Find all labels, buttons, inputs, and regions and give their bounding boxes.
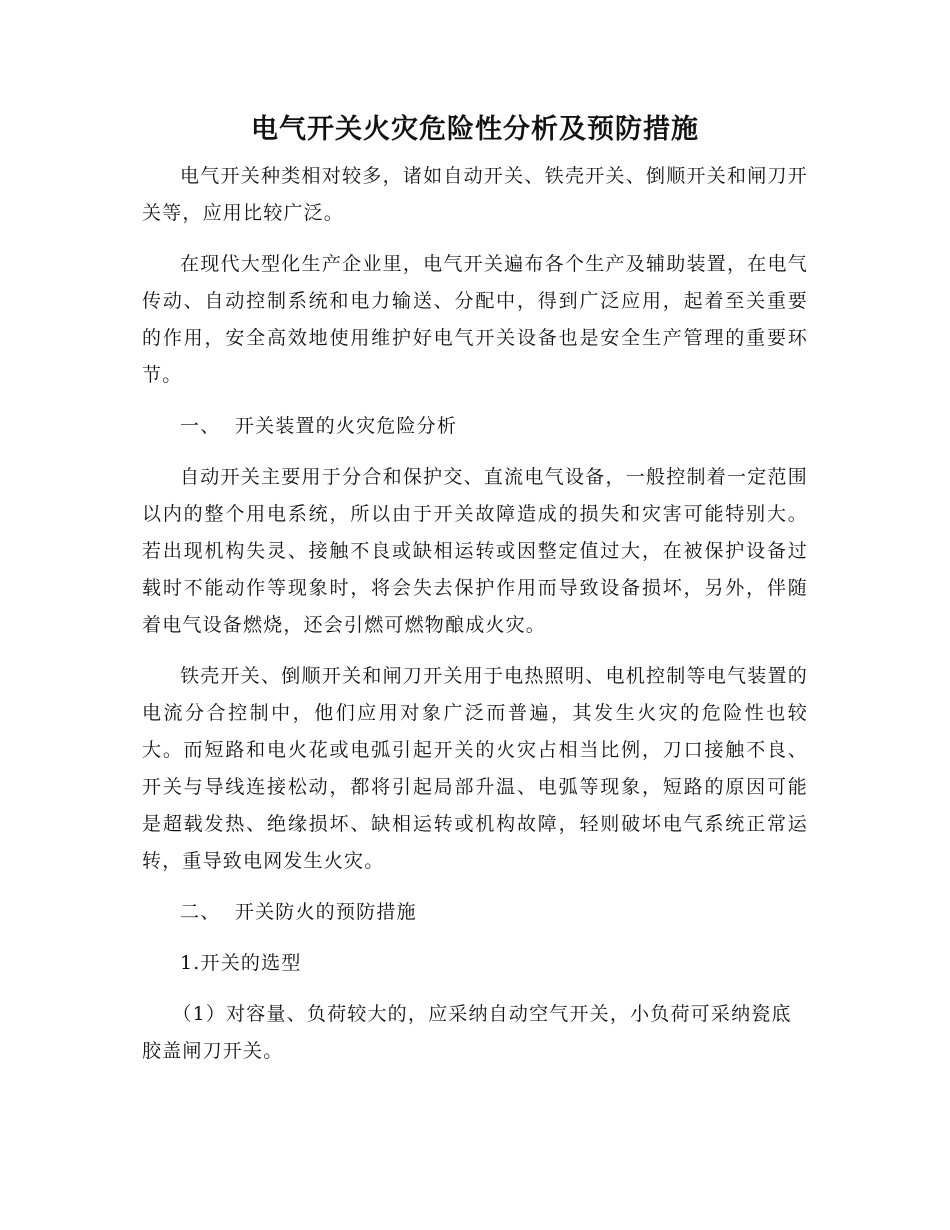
section-heading-1: 一、 开关装置的火灾危险分析 — [180, 415, 458, 437]
paragraph-background: 在现代大型化生产企业里，电气开关遍布各个生产及辅助装置，在电气传动、自动控制系统和电力输送、分配中，得到广泛应用，起着至关重要的作用，安全高效地使用维护好电气开关设备也是安全生产管理的重要环节。 — [142, 253, 808, 386]
document-title: 电气开关火灾危险性分析及预防措施 — [251, 114, 699, 145]
section-heading-2: 二、 开关防火的预防措施 — [180, 901, 417, 923]
paragraph-intro: 电气开关种类相对较多，诸如自动开关、铁壳开关、倒顺开关和闸刀开关等，应用比较广泛。 — [142, 165, 808, 224]
subsection-heading-1: 1.开关的选型 — [180, 952, 302, 974]
paragraph-other-switches: 铁壳开关、倒顺开关和闸刀开关用于电热照明、电机控制等电气装置的电流分合控制中，他们应用对象广泛而普遍，其发生火灾的危险性也较大。而短路和电火花或电弧引起开关的火灾占相当比例，刀口接触不良、开关与导线连接松动，都将引起局部升温、电弧等现象，短路的原因可能是超载发热、绝缘损坏、缺相运转或机构故障，轻则破坏电气系统正常运转，重导致电网发生火灾。 — [142, 665, 808, 872]
list-item-1: （1）对容量、负荷较大的，应采纳自动空气开关，小负荷可采纳瓷底胶盖闸刀开关。 — [142, 1003, 792, 1062]
paragraph-auto-switch: 自动开关主要用于分合和保护交、直流电气设备，一般控制着一定范围以内的整个用电系统，所以由于开关故障造成的损失和灾害可能特别大。若出现机构失灵、接触不良或缺相运转或因整定值过大，在被保护设备过载时不能动作等现象时，将会失去保护作用而导致设备损坏，另外，伴随着电气设备燃烧，还会引燃可燃物酿成火灾。 — [142, 466, 808, 636]
